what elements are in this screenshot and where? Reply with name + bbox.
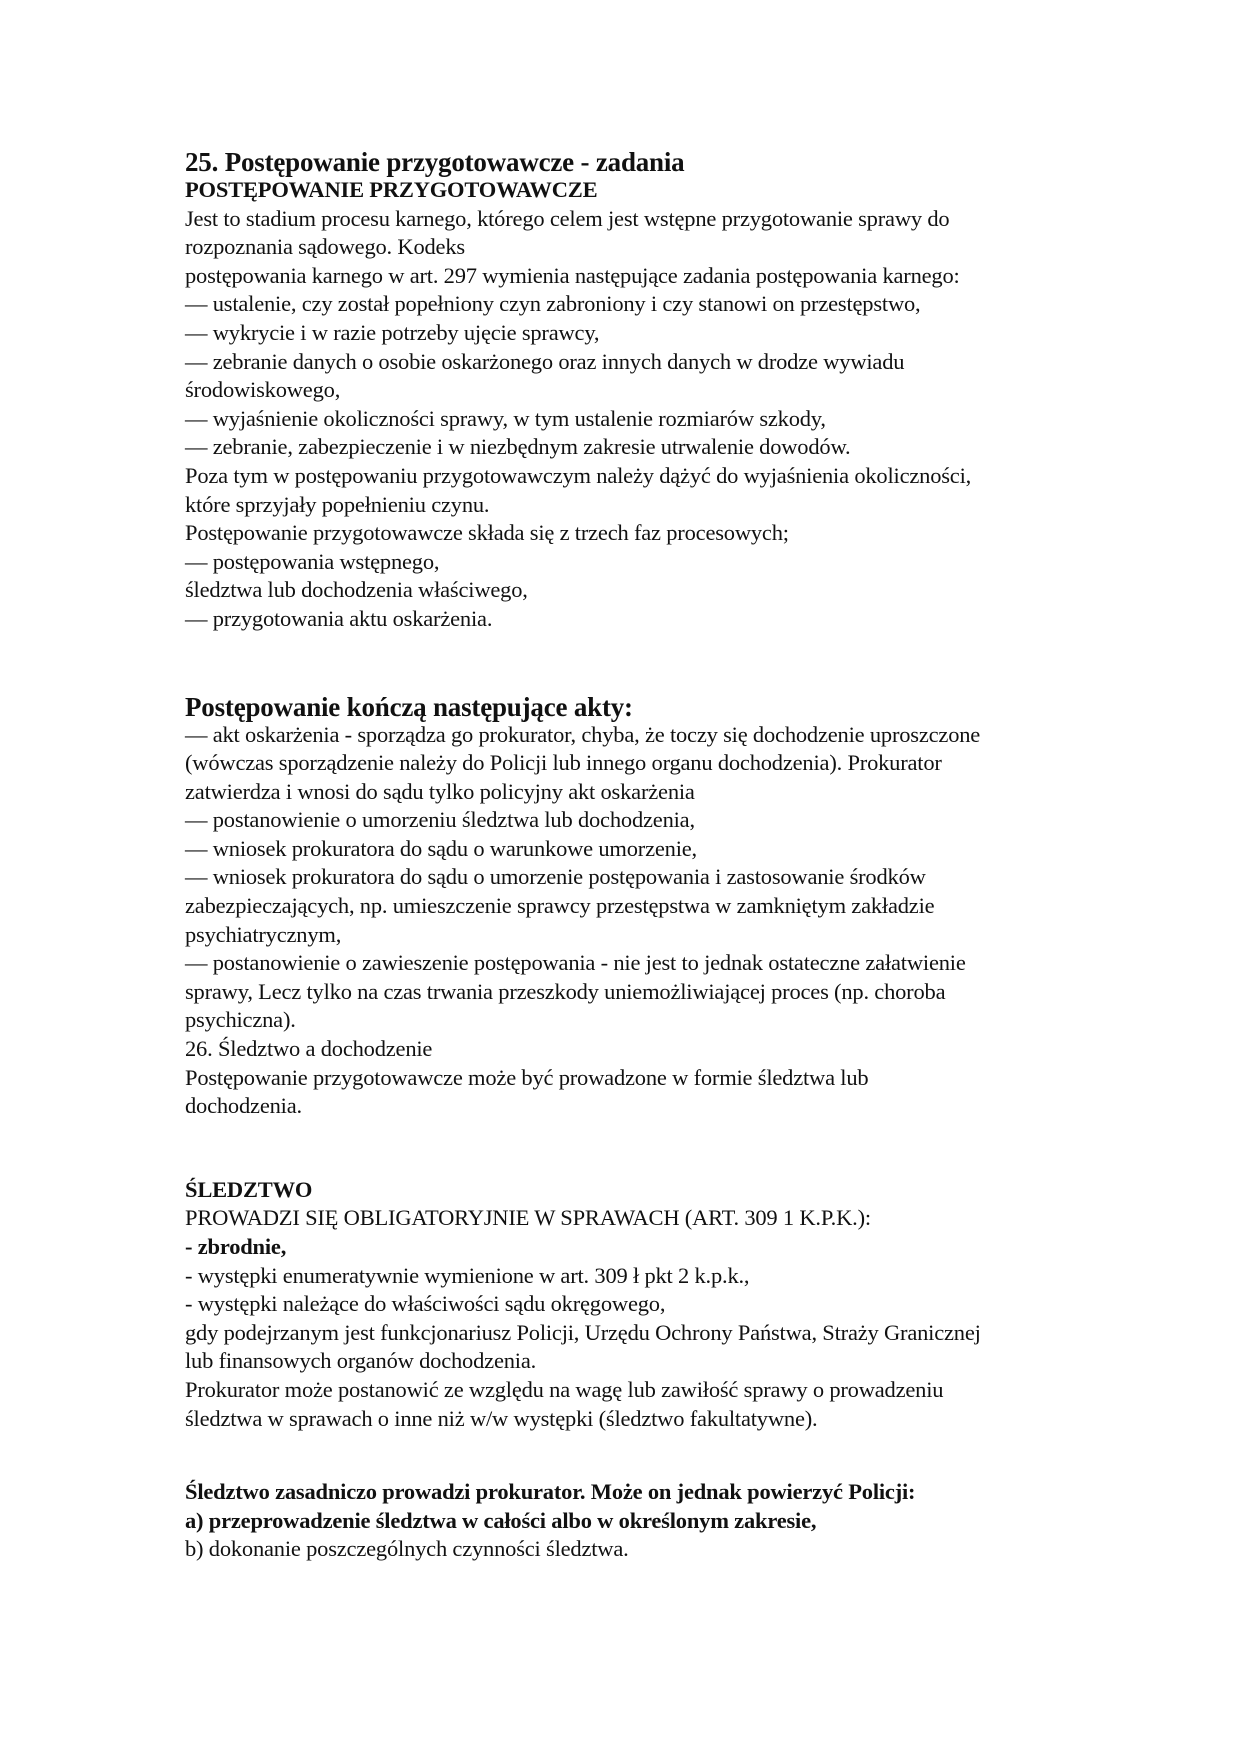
list-item: a) przeprowadzenie śledztwa w całości albo w określonym zakresie, bbox=[185, 1507, 817, 1533]
spacer bbox=[185, 1121, 1085, 1176]
paragraph-line: postępowania karnego w art. 297 wymienia następujące zadania postępowania karnego: bbox=[185, 262, 960, 288]
paragraph-line: które sprzyjały popełnieniu czynu. bbox=[185, 491, 490, 517]
section-heading-inline: 26. Śledztwo a dochodzenie bbox=[185, 1036, 433, 1062]
list-item: zabezpieczających, np. umieszczenie sprawcy przestępstwa w zamkniętym zakładzie bbox=[185, 893, 935, 919]
list-item: sprawy, Lecz tylko na czas trwania przeszkody uniemożliwiającej proces (np. choroba bbox=[185, 978, 946, 1004]
section-title: ŚLEDZTWO bbox=[185, 1176, 313, 1202]
paragraph-line: PROWADZI SIĘ OBLIGATORYJNIE W SPRAWACH (ART. 309 1 K.P.K.): bbox=[185, 1205, 871, 1231]
paragraph-line: lub finansowych organów dochodzenia. bbox=[185, 1348, 537, 1374]
spacer bbox=[185, 1433, 1085, 1478]
list-item: psychiczna). bbox=[185, 1007, 296, 1033]
paragraph-line: śledztwa w sprawach o inne niż w/w występki (śledztwo fakultatywne). bbox=[185, 1405, 818, 1431]
list-item: — postanowienie o zawieszenie postępowania - nie jest to jednak ostateczne załatwienie bbox=[185, 950, 966, 976]
paragraph-line: Poza tym w postępowaniu przygotowawczym należy dążyć do wyjaśnienia okoliczności, bbox=[185, 462, 972, 488]
paragraph-line: Postępowanie przygotowawcze może być prowadzone w formie śledztwa lub bbox=[185, 1064, 869, 1090]
paragraph-line: Śledztwo zasadniczo prowadzi prokurator. Może on jednak powierzyć Policji: bbox=[185, 1479, 916, 1505]
list-item: (wówczas sporządzenie należy do Policji lub innego organu dochodzenia). Prokurator bbox=[185, 750, 942, 776]
paragraph-line: gdy podejrzanym jest funkcjonariusz Policji, Urzędu Ochrony Państwa, Straży Granicznej bbox=[185, 1319, 981, 1345]
paragraph-line: Prokurator może postanowić ze względu na wagę lub zawiłość sprawy o prowadzeniu bbox=[185, 1376, 944, 1402]
document-page bbox=[185, 148, 1085, 1564]
list-item: — postanowienie o umorzeniu śledztwa lub dochodzenia, bbox=[185, 807, 695, 833]
list-item: - występki należące do właściwości sądu okręgowego, bbox=[185, 1291, 666, 1317]
list-item: — wniosek prokuratora do sądu o warunkowe umorzenie, bbox=[185, 835, 697, 861]
list-item: - zbrodnie, bbox=[185, 1234, 287, 1259]
list-item: — zebranie, zabezpieczenie i w niezbędnym zakresie utrwalenie dowodów. bbox=[185, 434, 851, 460]
list-item: — wyjaśnienie okoliczności sprawy, w tym ustalenie rozmiarów szkody, bbox=[185, 405, 826, 431]
list-item: — ustalenie, czy został popełniony czyn zabroniony i czy stanowi on przestępstwo, bbox=[185, 291, 921, 317]
paragraph-line: rozpoznania sądowego. Kodeks bbox=[185, 234, 465, 260]
list-item: śledztwa lub dochodzenia właściwego, bbox=[185, 577, 528, 603]
list-item: - występki enumeratywnie wymienione w art. 309 ł pkt 2 k.p.k., bbox=[185, 1262, 750, 1288]
list-item: — przygotowania aktu oskarżenia. bbox=[185, 605, 493, 631]
list-item: — wykrycie i w razie potrzeby ujęcie sprawcy, bbox=[185, 319, 600, 345]
list-item: — wniosek prokuratora do sądu o umorzenie postępowania i zastosowanie środków bbox=[185, 864, 926, 890]
spacer bbox=[185, 634, 1085, 693]
list-item: b) dokonanie poszczególnych czynności śledztwa. bbox=[185, 1536, 629, 1562]
list-item: zatwierdza i wnosi do sądu tylko policyjny akt oskarżenia bbox=[185, 778, 695, 804]
section-title: 25. Postępowanie przygotowawcze - zadania bbox=[185, 147, 685, 177]
paragraph-line: Jest to stadium procesu karnego, którego celem jest wstępne przygotowanie sprawy do bbox=[185, 205, 950, 231]
list-item: — postępowania wstępnego, bbox=[185, 548, 440, 574]
paragraph-line: Postępowanie przygotowawcze składa się z trzech faz procesowych; bbox=[185, 520, 789, 546]
list-item: — zebranie danych o osobie oskarżonego oraz innych danych w drodze wywiadu bbox=[185, 348, 905, 374]
section-title: Postępowanie kończą następujące akty: bbox=[185, 691, 633, 722]
section-subtitle: POSTĘPOWANIE PRZYGOTOWAWCZE bbox=[185, 177, 598, 202]
list-item: — akt oskarżenia - sporządza go prokurator, chyba, że toczy się dochodzenie uproszczone bbox=[185, 721, 981, 747]
paragraph-line: dochodzenia. bbox=[185, 1093, 302, 1119]
list-item: środowiskowego, bbox=[185, 377, 341, 403]
list-item: psychiatrycznym, bbox=[185, 921, 342, 947]
